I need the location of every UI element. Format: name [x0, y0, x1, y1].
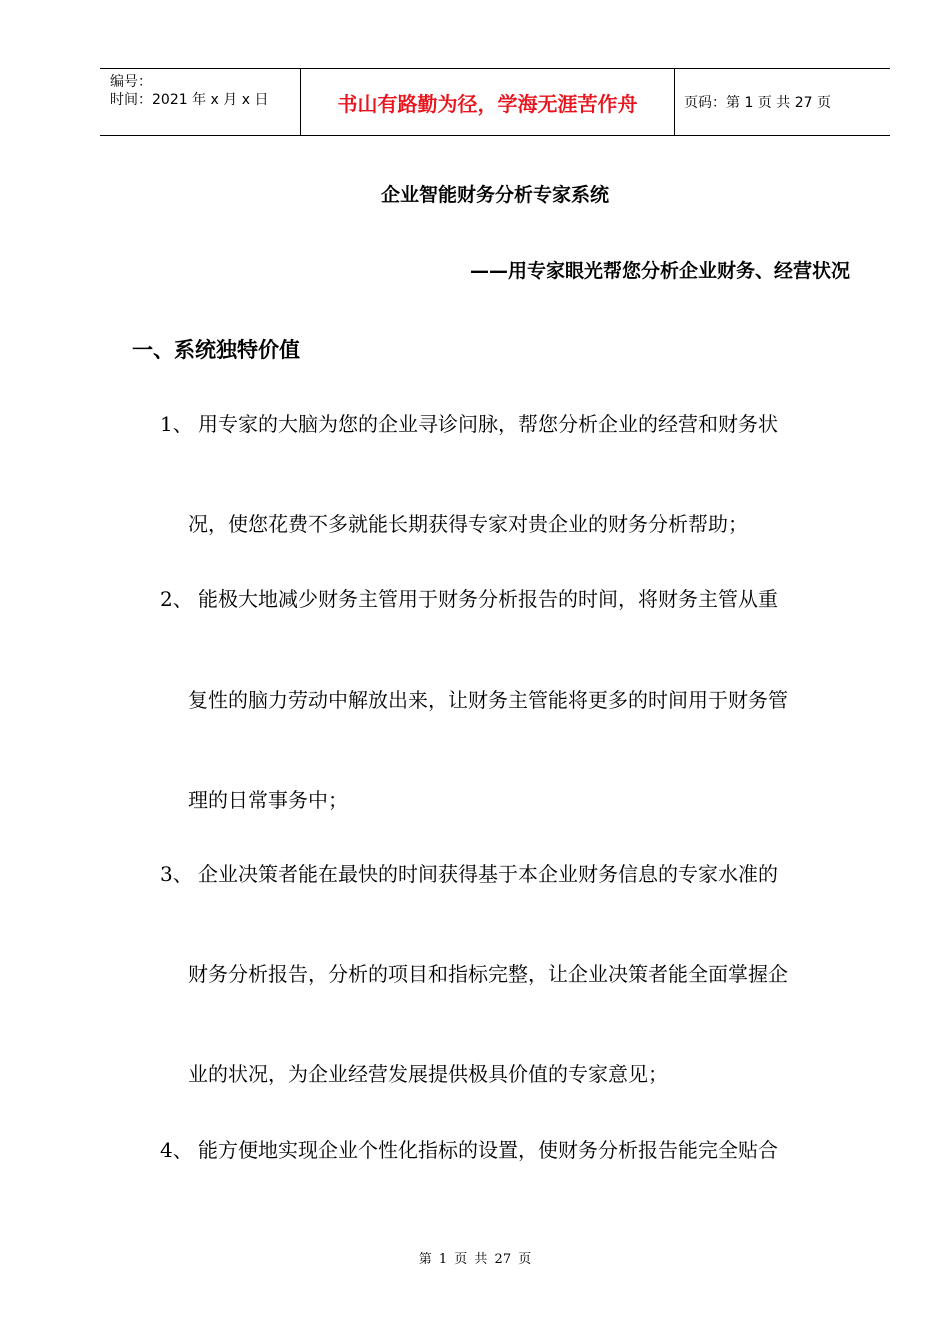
list-item-line: 业的状况，为企业经营发展提供极具价值的专家意见； [188, 1062, 668, 1086]
list-item-number: 1、 [160, 412, 193, 436]
page-header [100, 68, 890, 136]
document-subtitle: ——用专家眼光帮您分析企业财务、经营状况 [469, 260, 850, 282]
section-heading: 一、系统独特价值 [132, 338, 300, 362]
list-item-number: 2、 [160, 587, 193, 611]
header-motto: 书山有路勤为径，学海无涯苦作舟 [301, 69, 675, 135]
list-item-number: 4、 [160, 1138, 193, 1162]
document-number-label: 编号： [110, 74, 152, 90]
list-item-line: 能极大地减少财务主管用于财务分析报告的时间，将财务主管从重 [198, 587, 778, 611]
header-page-info: 页码：第 1 页 共 27 页 [684, 95, 831, 111]
header-meta-cell [100, 69, 301, 135]
list-item-line: 理的日常事务中； [188, 788, 348, 812]
list-item-number: 3、 [160, 862, 193, 886]
document-time-label: 时间：2021 年 x 月 x 日 [110, 92, 269, 108]
page-footer: 第 1 页 共 27 页 [418, 1252, 532, 1267]
list-item-line: 况，使您花费不多就能长期获得专家对贵企业的财务分析帮助； [188, 512, 748, 536]
list-item-line: 能方便地实现企业个性化指标的设置，使财务分析报告能完全贴合 [198, 1138, 778, 1162]
list-item-line: 用专家的大脑为您的企业寻诊问脉，帮您分析企业的经营和财务状 [198, 412, 778, 436]
document-title: 企业智能财务分析专家系统 [380, 184, 609, 206]
list-item-line: 财务分析报告，分析的项目和指标完整，让企业决策者能全面掌握企 [188, 962, 788, 986]
list-item-line: 企业决策者能在最快的时间获得基于本企业财务信息的专家水准的 [198, 862, 778, 886]
list-item-line: 复性的脑力劳动中解放出来，让财务主管能将更多的时间用于财务管 [188, 688, 788, 712]
